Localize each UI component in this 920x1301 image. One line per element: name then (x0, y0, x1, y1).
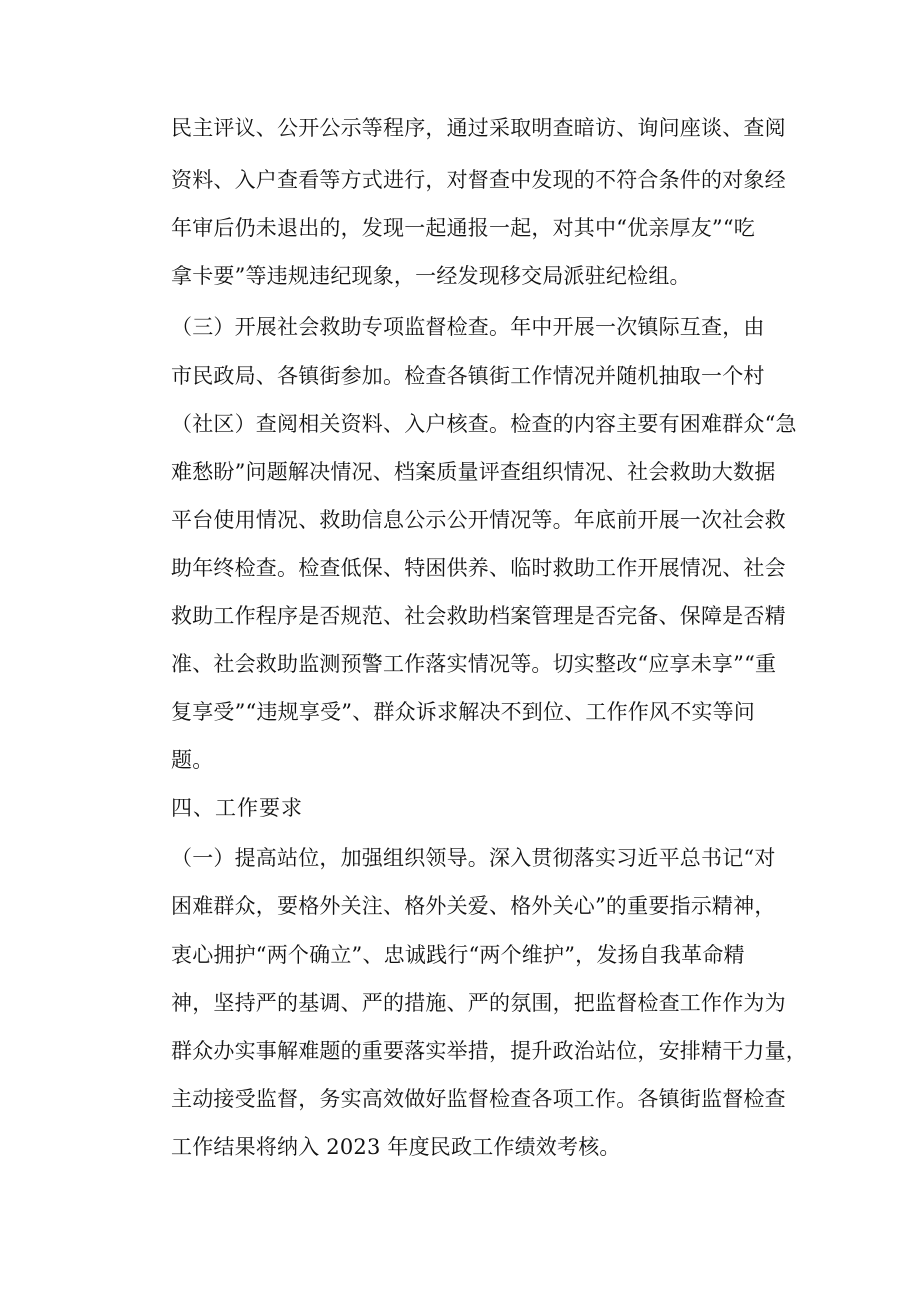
paragraph-line: 神，坚持严的基调、严的措施、严的氛围，把监督检查工作作为为 (171, 991, 786, 1015)
paragraph-line: 拿卡要”等违规违纪现象，一经发现移交局派驻纪检组。 (171, 264, 691, 288)
paragraph-line: 工作结果将纳入 2023 年度民政工作绩效考核。 (171, 1135, 621, 1159)
paragraph-line: 题。 (171, 748, 214, 772)
paragraph-line: （三）开展社会救助专项监督检查。年中开展一次镇际互查，由 (171, 315, 765, 339)
paragraph-line: 民主评议、公开公示等程序，通过采取明查暗访、询问座谈、查阅 (171, 116, 786, 140)
paragraph-line: 群众办实事解难题的重要落实举措，提升政治站位，安排精干力量， (171, 1039, 807, 1063)
paragraph-line: 市民政局、各镇街参加。检查各镇街工作情况并随机抽取一个村 (171, 364, 765, 388)
paragraph-line: 主动接受监督，务实高效做好监督检查各项工作。各镇街监督检查 (171, 1087, 786, 1111)
section-heading: 四、工作要求 (171, 796, 303, 820)
paragraph-line: 衷心拥护“两个确立”、忠诚践行“两个维护”，发扬自我革命精 (171, 943, 745, 967)
paragraph-line: 资料、入户查看等方式进行，对督查中发现的不符合条件的对象经 (171, 168, 786, 192)
paragraph-line: 复享受”“违规享受”、群众诉求解决不到位、工作作风不实等问 (171, 700, 756, 724)
paragraph-line: 助年终检查。检查低保、特困供养、临时救助工作开展情况、社会 (171, 556, 786, 580)
paragraph-line: （社区）查阅相关资料、入户核查。检查的内容主要有困难群众“急 (171, 412, 797, 436)
paragraph-line: 年审后仍未退出的，发现一起通报一起，对其中“优亲厚友”“吃 (171, 216, 756, 240)
paragraph-line: （一）提高站位，加强组织领导。深入贯彻落实习近平总书记“对 (171, 846, 776, 870)
paragraph-line: 困难群众，要格外关注、格外关爱、格外关心”的重要指示精神， (171, 894, 776, 918)
paragraph-line: 准、社会救助监测预警工作落实情况等。切实整改“应享未享”“重 (171, 652, 777, 676)
paragraph-line: 难愁盼”问题解决情况、档案质量评查组织情况、社会救助大数据 (171, 460, 776, 484)
paragraph-line: 救助工作程序是否规范、社会救助档案管理是否完备、保障是否精 (171, 604, 786, 628)
paragraph-line: 平台使用情况、救助信息公示公开情况等。年底前开展一次社会救 (171, 508, 786, 532)
